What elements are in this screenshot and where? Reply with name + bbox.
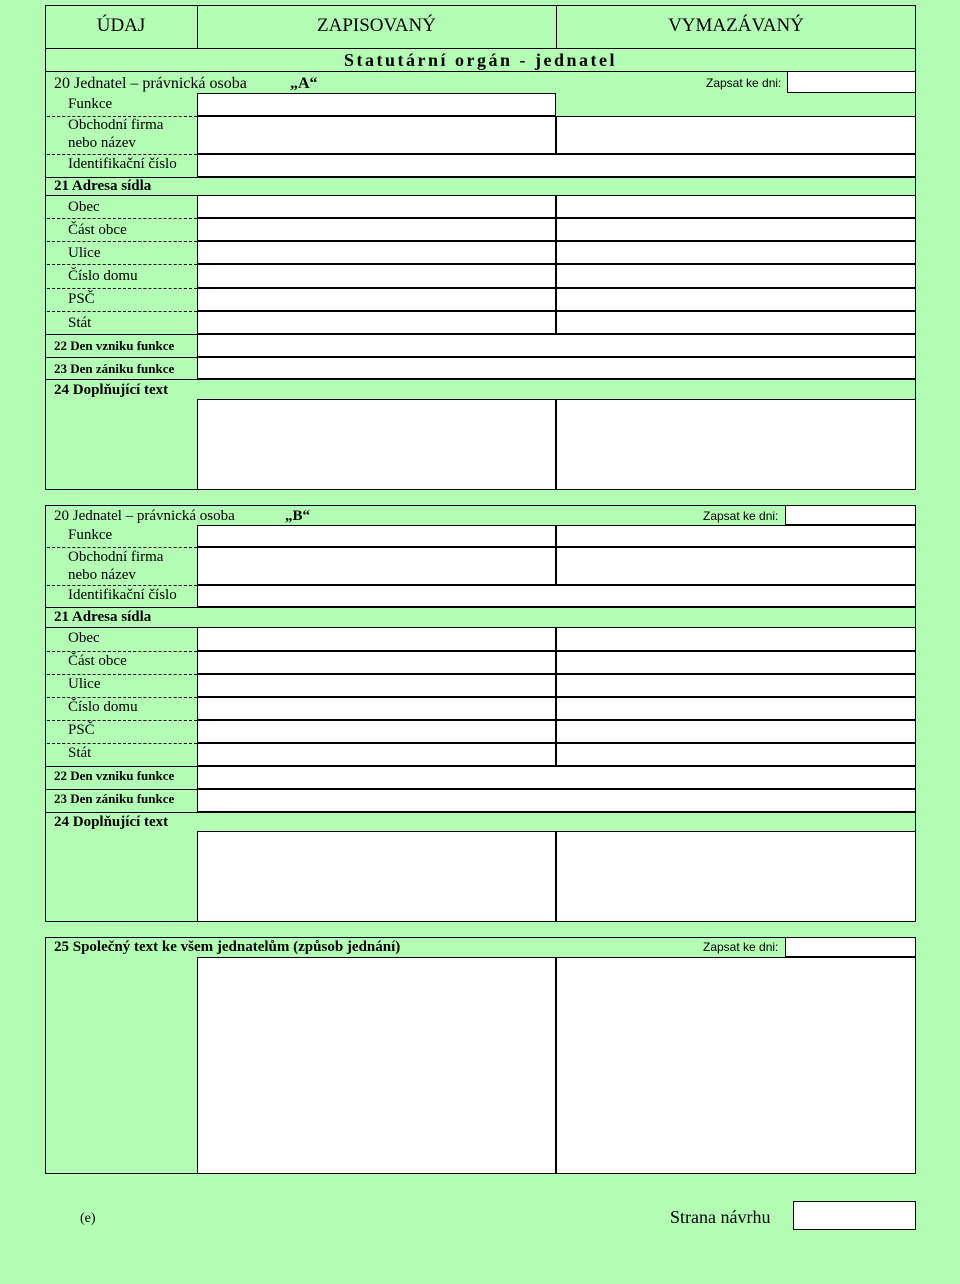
header-vymazavany: VYMAZÁVANÝ [668,15,804,36]
block-a-line [45,379,916,380]
block-a-line [45,177,916,178]
section-title-line [45,71,916,72]
block-b-obec-new-field[interactable] [197,627,556,651]
block-a-cislo-label: Číslo domu [68,268,138,284]
block-a-ulice-old-field[interactable] [556,241,916,264]
block-b-psc-label: PSČ [68,722,95,738]
block-a-firma-old-field[interactable] [556,116,916,154]
block-a-ulice-new-field[interactable] [197,241,556,264]
block-b-zanik-field[interactable] [197,789,916,812]
block-a-obec-label: Obec [68,199,100,215]
block-b-adresa-label: 21 Adresa sídla [54,609,152,625]
block-a-stat-new-field[interactable] [197,311,556,334]
block-b-obec-label: Obec [68,630,100,646]
block-c-zapsat-date-field[interactable] [785,937,916,957]
block-a-zanik-field[interactable] [197,357,916,379]
block-c-text-new-field[interactable] [197,957,556,1174]
block-b-firma-label-1: Obchodní firma [68,549,164,565]
block-b-zapsat-date-field[interactable] [785,505,916,525]
footer-mark: (e) [80,1211,96,1226]
block-b-text-label: 24 Doplňující text [54,814,169,830]
header-bottom-line [45,48,916,49]
header-udaj: ÚDAJ [96,15,146,36]
header-zapisovany: ZAPISOVANÝ [317,15,436,36]
block-a-zapsat-date-field[interactable] [787,71,916,93]
block-c-zapsat-label: Zapsat ke dni: [703,940,779,954]
block-b-ulice-old-field[interactable] [556,674,916,697]
block-b-psc-old-field[interactable] [556,720,916,743]
block-a-stat-label: Stát [68,315,92,331]
block-a-divider [47,288,197,289]
block-b-cislo-new-field[interactable] [197,697,556,720]
block-b-cast-old-field[interactable] [556,651,916,674]
block-a-letter: „A“ [290,75,318,92]
block-a-text-old-field[interactable] [556,399,916,490]
block-a-divider [47,264,197,265]
block-a-text-new-field[interactable] [197,399,556,490]
block-b-ulice-new-field[interactable] [197,674,556,697]
block-a-funkce-field[interactable] [197,93,556,116]
block-a-stat-old-field[interactable] [556,311,916,334]
block-b-cislo-label: Číslo domu [68,699,138,715]
block-a-obec-old-field[interactable] [556,195,916,218]
block-b-zanik-label: 23 Den zániku funkce [54,791,175,806]
block-a-divider [47,154,197,155]
block-b-funkce-old-field[interactable] [556,525,916,547]
page-number-field[interactable] [793,1201,916,1230]
block-b-line [45,812,916,813]
block-b-ico-field[interactable] [197,585,916,607]
block-a-funkce-label: Funkce [68,96,113,112]
block-b-vznik-label: 22 Den vzniku funkce [54,768,175,783]
block-a-vznik-label: 22 Den vzniku funkce [54,338,175,353]
block-b-stat-label: Stát [68,745,92,761]
block-b-text-old-field[interactable] [556,831,916,922]
block-b-obec-old-field[interactable] [556,627,916,651]
section-title: Statutární orgán - jednatel [344,50,617,70]
block-c-title: 25 Společný text ke všem jednatelům (způsob jednání) [54,939,401,955]
block-a-ico-field[interactable] [197,154,916,177]
block-a-cast-label: Část obce [68,222,127,238]
block-b-stat-new-field[interactable] [197,743,556,766]
block-a-adresa-label: 21 Adresa sídla [54,178,152,194]
block-a-ulice-label: Ulice [68,245,101,261]
block-b-firma-new-field[interactable] [197,547,556,585]
block-a-divider [47,311,197,312]
block-b-line [45,607,916,608]
block-a-divider [47,241,197,242]
block-a-cast-old-field[interactable] [556,218,916,241]
block-a-firma-label-1: Obchodní firma [68,117,164,133]
block-b-psc-new-field[interactable] [197,720,556,743]
block-b-cast-new-field[interactable] [197,651,556,674]
block-b-divider [47,720,197,721]
block-b-divider [47,547,197,548]
block-b-vznik-field[interactable] [197,766,916,789]
block-b-firma-old-field[interactable] [556,547,916,585]
block-c-text-old-field[interactable] [556,957,916,1174]
block-b-divider [47,697,197,698]
block-b-title: 20 Jednatel – právnická osoba [54,508,235,524]
block-a-psc-old-field[interactable] [556,288,916,311]
block-b-ico-label: Identifikační číslo [68,587,177,603]
block-b-cislo-old-field[interactable] [556,697,916,720]
block-b-zapsat-label: Zapsat ke dni: [703,509,779,523]
block-a-cislo-old-field[interactable] [556,264,916,288]
block-a-psc-label: PSČ [68,291,95,307]
block-b-divider [47,651,197,652]
block-b-stat-old-field[interactable] [556,743,916,766]
block-a-firma-new-field[interactable] [197,116,556,154]
block-b-funkce-new-field[interactable] [197,525,556,547]
block-b-divider [47,585,197,586]
block-a-zapsat-label: Zapsat ke dni: [706,76,782,90]
block-a-title: 20 Jednatel – právnická osoba [54,75,247,92]
block-a-obec-new-field[interactable] [197,195,556,218]
block-b-funkce-label: Funkce [68,527,113,543]
block-b-divider [47,743,197,744]
block-a-divider [47,218,197,219]
block-a-firma-label-2: nebo název [68,135,136,151]
block-a-vznik-field[interactable] [197,334,916,357]
block-b-divider [47,674,197,675]
block-a-cislo-new-field[interactable] [197,264,556,288]
block-a-psc-new-field[interactable] [197,288,556,311]
block-b-ulice-label: Ulice [68,676,101,692]
block-a-ico-label: Identifikační číslo [68,156,177,172]
block-b-letter: „B“ [285,508,311,524]
block-b-firma-label-2: nebo název [68,567,136,583]
block-a-cast-new-field[interactable] [197,218,556,241]
block-a-zanik-label: 23 Den zániku funkce [54,361,175,376]
block-a-text-label: 24 Doplňující text [54,382,169,398]
block-b-cast-label: Část obce [68,653,127,669]
footer-strana-label: Strana návrhu [670,1207,771,1227]
block-b-text-new-field[interactable] [197,831,556,922]
